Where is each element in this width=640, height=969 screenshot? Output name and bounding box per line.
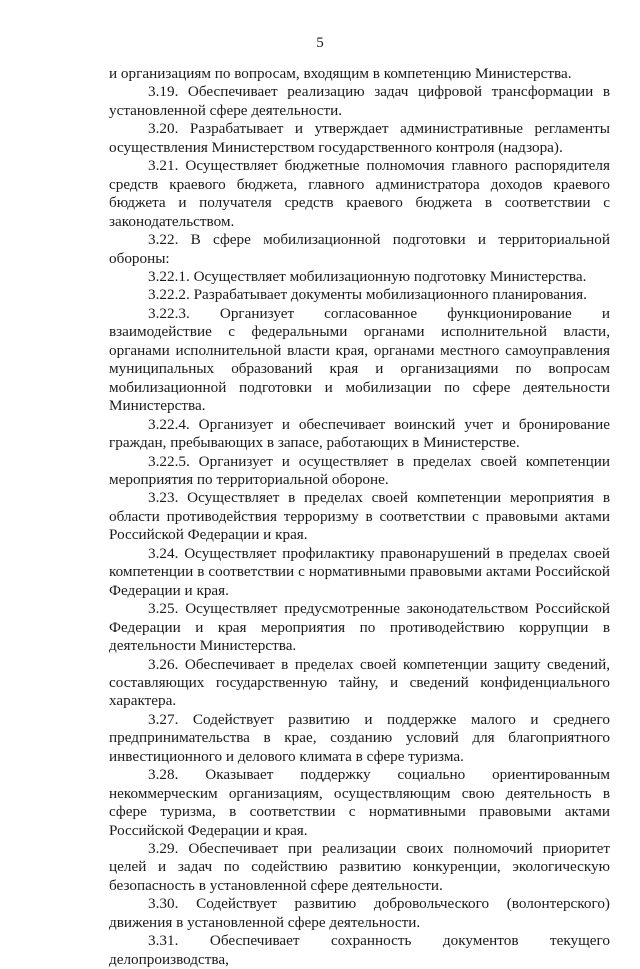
paragraph-3-22-2: 3.22.2. Разрабатывает документы мобилизационного планирования. bbox=[148, 286, 587, 304]
paragraph-3-26: 3.26. Обеспечивает в пределах своей компетенции защиту сведений, составляющих государственную тайну, и сведений конфиденциального характера. bbox=[109, 655, 610, 710]
paragraph-3-21: 3.21. Осуществляет бюджетные полномочия главного распорядителя средств краевого бюджета, главного администратора доходов краевого бюджета и получателя средств краевого бюджета в соответствии с законодательством. bbox=[109, 157, 610, 230]
paragraph-3-19: 3.19. Обеспечивает реализацию задач цифровой трансформации в установленной сфере деятельности. bbox=[109, 83, 610, 119]
paragraph-3-28: 3.28. Оказывает поддержку социально ориентированным некоммерческим организациям, осуществляющим свою деятельность в сфере туризма, в соответствии с нормативными правовыми актами Российской Федерации и края. bbox=[109, 766, 610, 839]
paragraph-3-30: 3.30. Содействует развитию добровольческого (волонтерского) движения в установленной сфере деятельности. bbox=[109, 895, 610, 931]
paragraph-3-24: 3.24. Осуществляет профилактику правонарушений в пределах своей компетенции в соответствии с нормативными правовыми актами Российской Федерации и края. bbox=[109, 544, 610, 599]
paragraph-3-27: 3.27. Содействует развитию и поддержке малого и среднего предпринимательства в крае, созданию условий для благоприятного инвестиционного и делового климата в сфере туризма. bbox=[109, 710, 610, 765]
paragraph-3-22-3: 3.22.3. Организует согласованное функционирование и взаимодействие с федеральными органами исполнительной власти, органами исполнительной власти края, органами местного самоуправления муниципальных образований края и организациями по вопросам мобилизационной подготовки и мобилизации по сфере деятельности Министерства. bbox=[109, 304, 610, 415]
document-body bbox=[109, 65, 610, 969]
paragraph-3-23: 3.23. Осуществляет в пределах своей компетенции мероприятия в области противодействия терроризму в соответствии с правовыми актами Российской Федерации и края. bbox=[109, 489, 610, 544]
paragraph: и организациям по вопросам, входящим в компетенцию Министерства. bbox=[109, 65, 572, 82]
paragraph-3-25: 3.25. Осуществляет предусмотренные законодательством Российской Федерации и края мероприятия по противодействию коррупции в деятельности Министерства. bbox=[109, 600, 610, 655]
page-number: 5 bbox=[316, 35, 324, 51]
paragraph-3-29: 3.29. Обеспечивает при реализации своих полномочий приоритет целей и задач по содействию развитию конкуренции, экологическую безопасность в установленной сфере деятельности. bbox=[109, 840, 610, 894]
paragraph-3-20: 3.20. Разрабатывает и утверждает административные регламенты осуществления Министерством государственного контроля (надзора). bbox=[109, 120, 610, 156]
paragraph-3-22: 3.22. В сфере мобилизационной подготовки и территориальной обороны: bbox=[109, 231, 610, 267]
paragraph-3-22-4: 3.22.4. Организует и обеспечивает воинский учет и бронирование граждан, пребывающих в запасе, работающих в Министерстве. bbox=[109, 415, 610, 452]
paragraph-3-22-1: 3.22.1. Осуществляет мобилизационную подготовку Министерства. bbox=[148, 267, 587, 285]
paragraph-3-31: 3.31. Обеспечивает сохранность документов текущего делопроизводства, bbox=[109, 932, 610, 968]
paragraph-3-22-5: 3.22.5. Организует и осуществляет в пределах своей компетенции мероприятия по территориальной обороне. bbox=[109, 452, 610, 488]
